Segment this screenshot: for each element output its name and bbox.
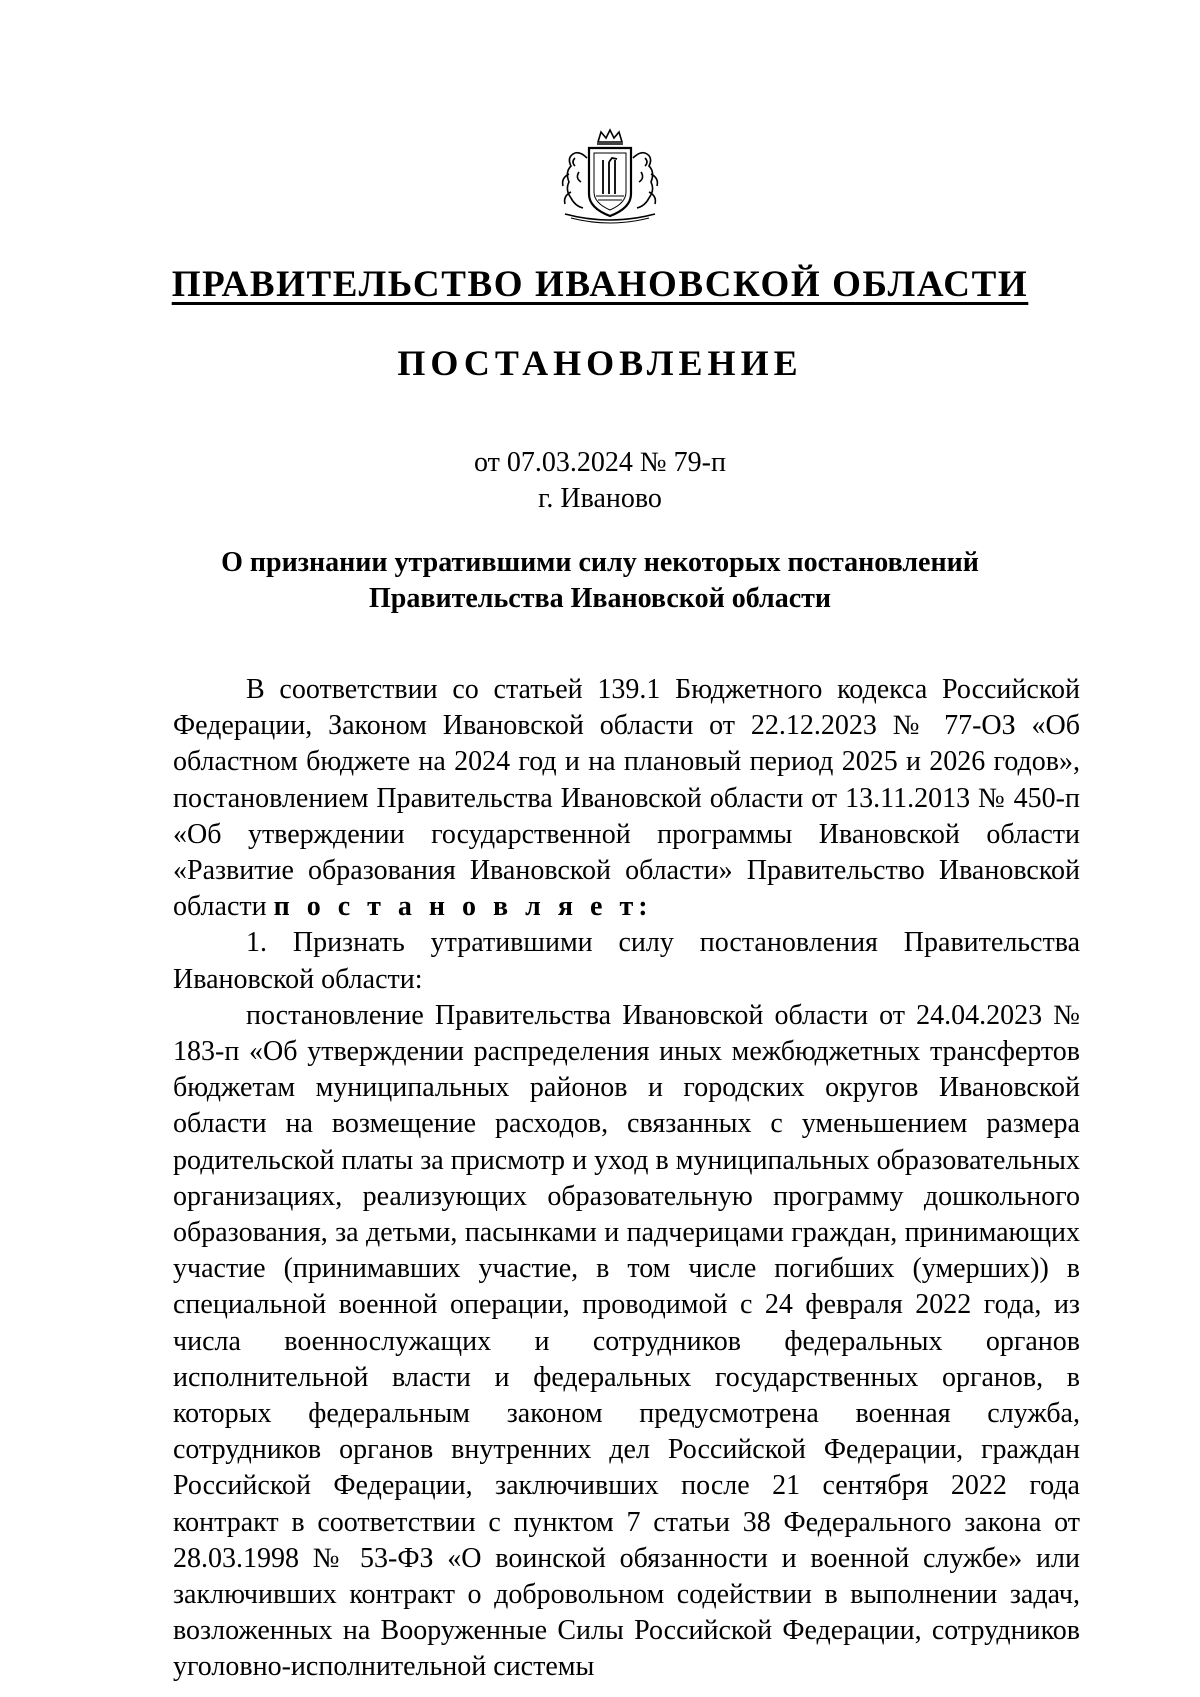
item-1-text-paragraph: постановление Правительства Ивановской области от 24.04.2023 № 183-п «Об утверждении распределения иных межбюджетных трансфертов бюджетам муниципальных районов и городских округов Ивановской области на возмещение расходов, связанных с уменьшением размера родительской платы за присмотр и уход в муниципальных образовательных организациях, реализующих образовательную программу дошкольного образования, за детьми, пасынками и падчерицами граждан, принимающих участие (принимавших участие, в том числе погибших (умерших)) в специальной военной операции, проводимой с 24 февраля 2022 года, из числа военнослужащих и сотрудников федеральных органов исполнительной власти и федеральных государственных органов, в которых федеральным законом предусмотрена военная служба, сотрудников органов внутренних дел Российской Федерации, граждан Российской Федерации, заключивших после 21 сентября 2022 года контракт в соответствии с пунктом 7 статьи 38 Федерального закона от 28.03.1998 № 53-ФЗ «О воинской обязанности и военной службе» или заключивших контракт о добровольном содействии в выполнении задач, возложенных на Вооруженные Силы Российской Федерации, сотрудников уголовно-исполнительной системы <box>173 999 1080 1683</box>
government-title-text: ПРАВИТЕЛЬСТВО ИВАНОВСКОЙ ОБЛАСТИ <box>171 264 1029 305</box>
subject-line-2: Правительства Ивановской области <box>368 583 832 614</box>
item-1-paragraph: 1. Признать утратившими силу постановления Правительства Ивановской области: <box>173 927 1080 995</box>
document-type-heading: ПОСТАНОВЛЕНИЕ <box>397 343 803 383</box>
subject-line-1: О признании утратившими силу некоторых постановлений <box>221 547 979 578</box>
document-date-number: от 07.03.2024 № 79-п <box>474 447 726 478</box>
document-city: г. Иваново <box>538 483 662 514</box>
document-subject <box>0 545 1200 617</box>
ivanovo-coat-of-arms-icon <box>551 128 669 228</box>
preamble-text: В соответствии со статьей 139.1 Бюджетного кодекса Российской Федерации, Законом Ивановской области от 22.12.2023 № 77-ОЗ «Об областном бюджете на 2024 год и на плановый период 2025 и 2026 годов», постановлением Правительства Ивановской области от 13.11.2013 № 450-п «Об утверждении государственной программы Ивановской области «Развитие образования Ивановской области» Правительство Ивановской области <box>173 674 1080 923</box>
government-title <box>0 262 1200 308</box>
decree-word: п о с т а н о в л я е т: <box>273 891 653 923</box>
preamble-paragraph <box>173 672 1080 925</box>
document-body <box>173 672 1080 1686</box>
